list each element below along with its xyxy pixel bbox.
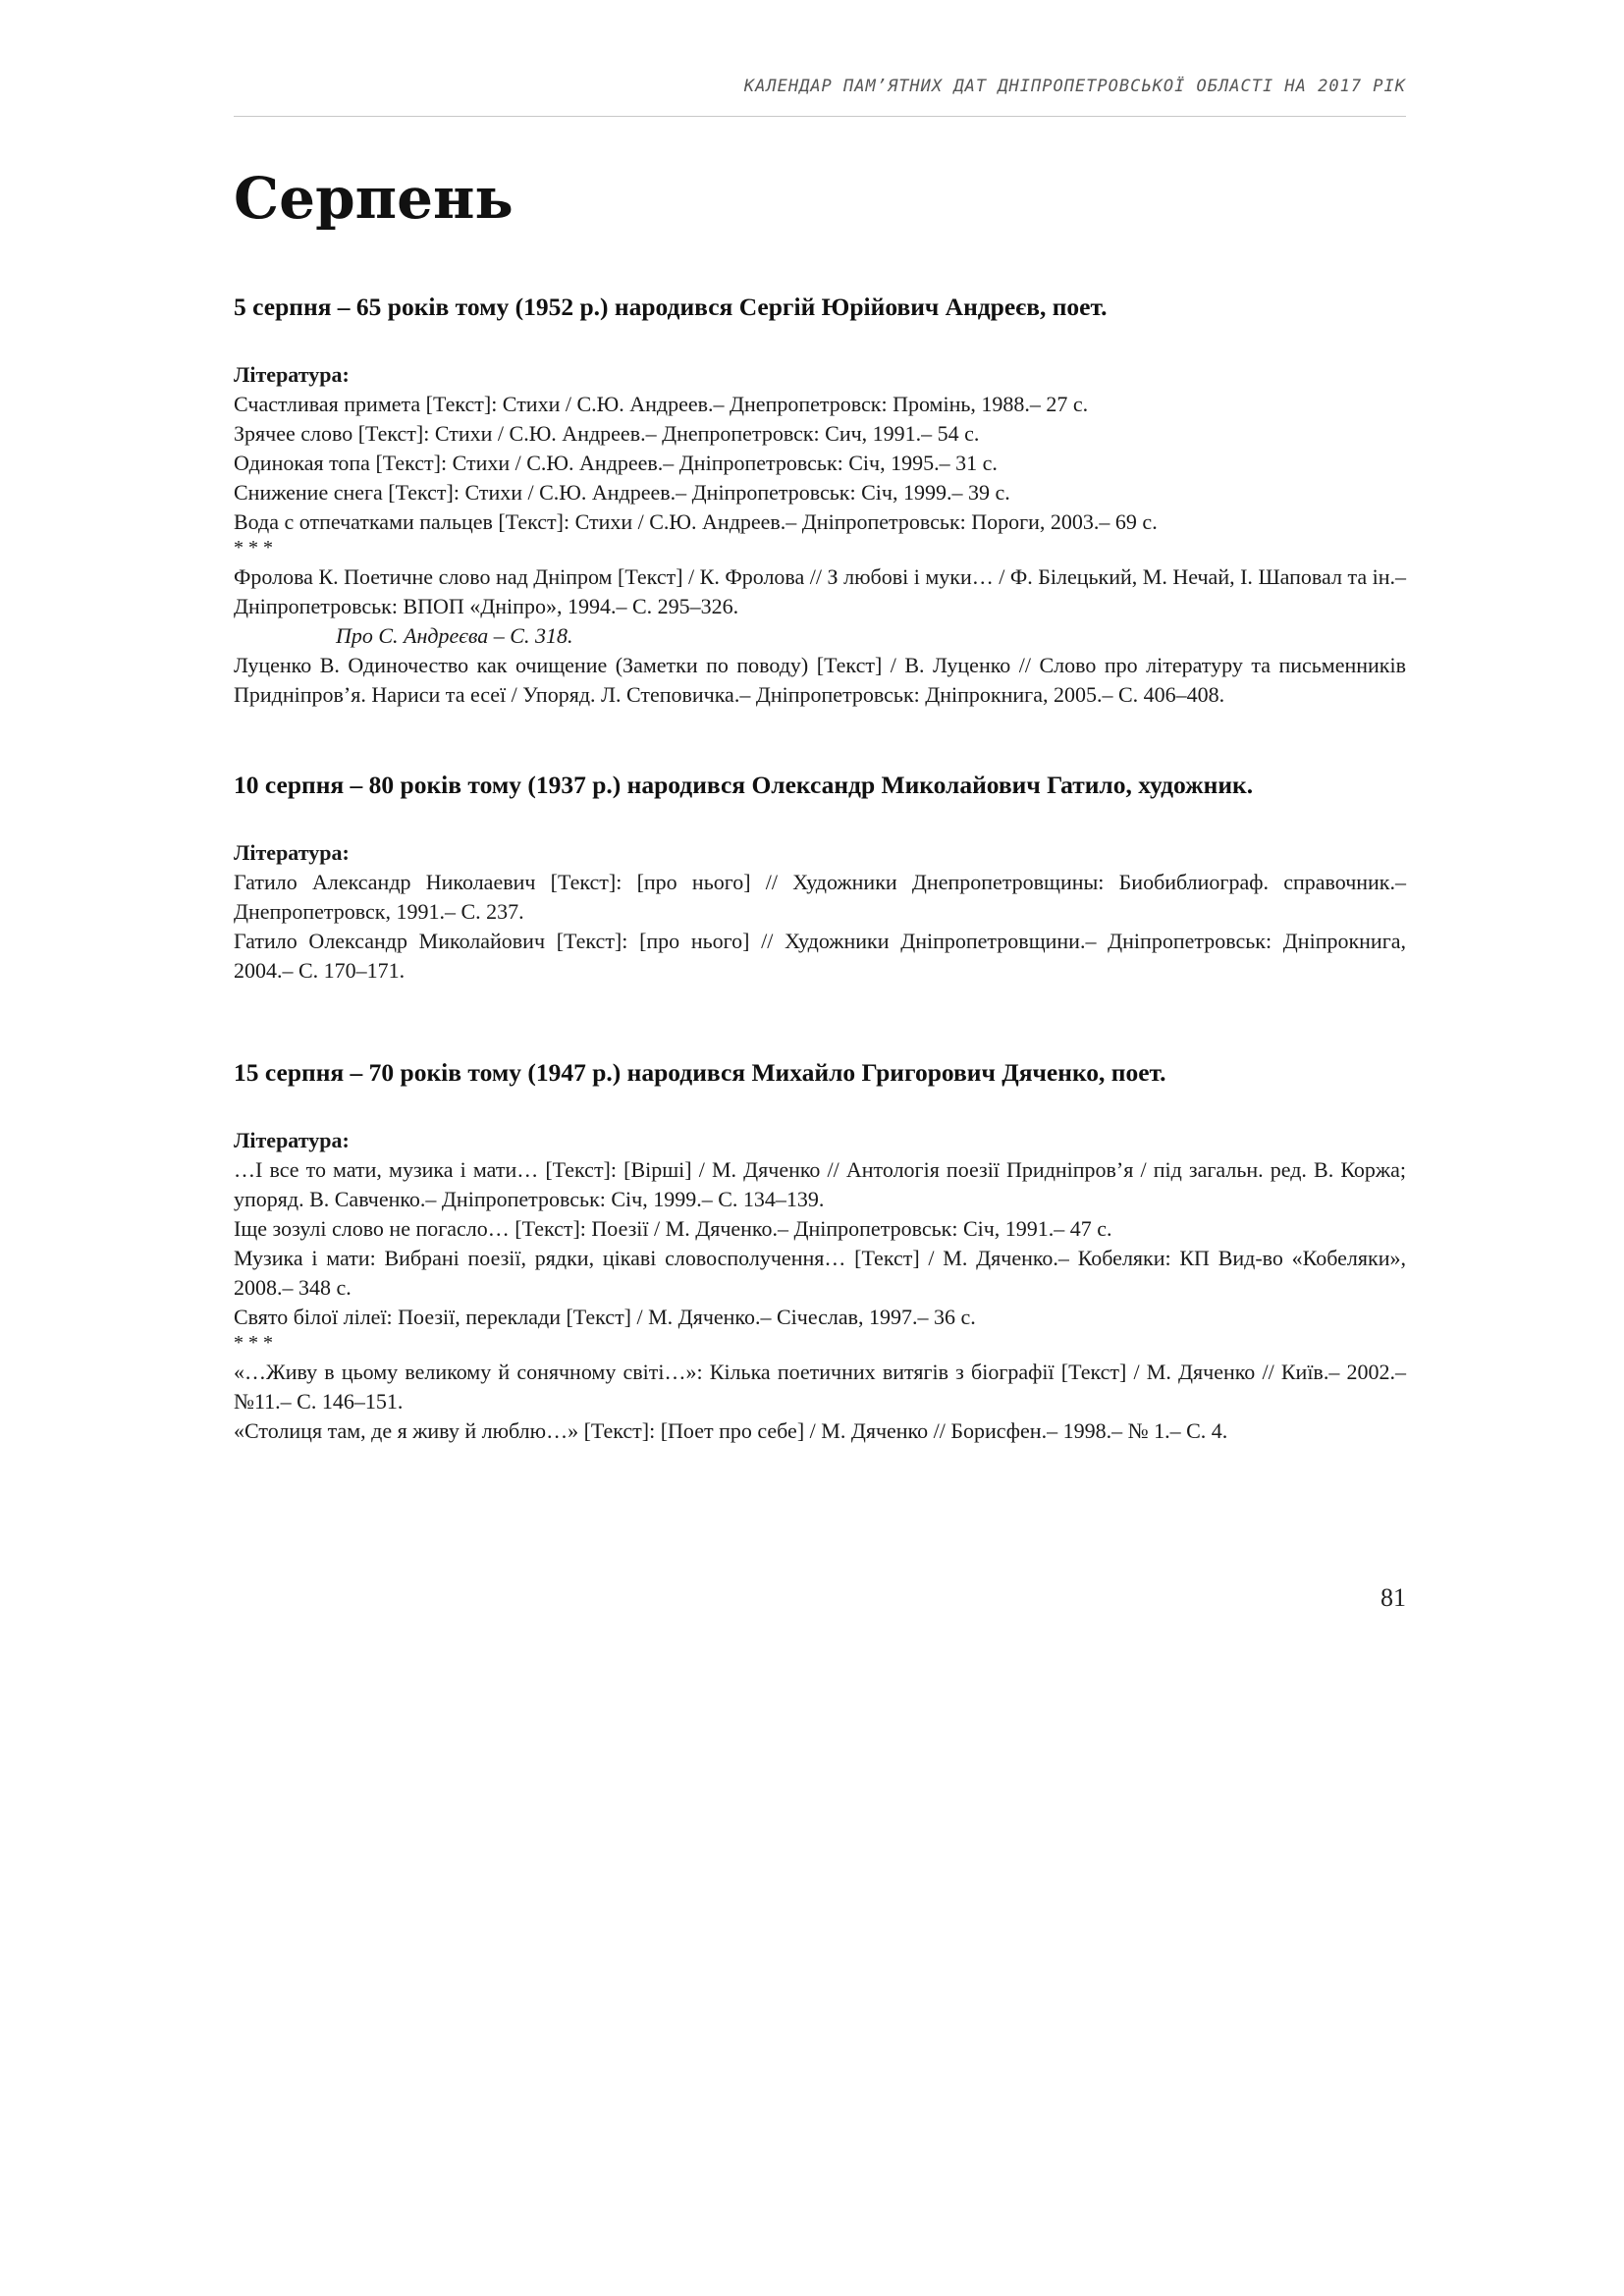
bibliography-entry: Вода с отпечатками пальцев [Текст]: Стихи / С.Ю. Андреев.– Дніпропетровськ: Пороги, 2003.– 69 с. [234, 508, 1158, 534]
event-heading: 15 серпня – 70 років тому (1947 р.) народився Михайло Григорович Дяченко, поет. [234, 1057, 1166, 1087]
bibliography-entry: Снижение снега [Текст]: Стихи / С.Ю. Андреев.– Дніпропетровськ: Січ, 1999.– 39 с. [234, 479, 1010, 505]
bibliography-entry: «…Живу в цьому великому й сонячному світі…»: Кілька поетичних витягів з біографії [Текст] / М. Дяченко // Київ.– 2002.– №11.– С. 146–151. [234, 1360, 1406, 1415]
bibliography-entry: Счастливая примета [Текст]: Стихи / С.Ю. Андреев.– Днепропетровск: Промінь, 1988.– 27 с. [234, 391, 1089, 416]
event-andreev [234, 291, 1406, 710]
header-rule [234, 116, 1406, 117]
bibliography-entry: …І все то мати, музика і мати… [Текст]: [Вірші] / М. Дяченко // Антологія поезії Придніпров’я / під загальн. ред. В. Коржа; упоряд. В. Савченко.– Дніпропетровськ: Січ, 1999.– С. 134–139. [234, 1157, 1406, 1212]
event-heading: 10 серпня – 80 років тому (1937 р.) народився Олександр Миколайович Гатило, художник. [234, 770, 1254, 799]
section-separator: * * * [234, 1332, 273, 1355]
bibliography-entry: Гатило Александр Николаевич [Текст]: [про нього] // Художники Днепропетровщины: Биобиблиограф. справочник.– Днепропетровск, 1991.– С. 237. [234, 869, 1406, 924]
bibliography-entry: Зрячее слово [Текст]: Стихи / С.Ю. Андреев.– Днепропетровск: Сич, 1991.– 54 с. [234, 420, 980, 446]
bibliography-entry: «Столиця там, де я живу й люблю…» [Текст]: [Поет про себе] / М. Дяченко // Борисфен.– 1998.– № 1.– С. 4. [234, 1418, 1228, 1444]
literature-label: Література: [234, 839, 350, 865]
page-number: 81 [1380, 1583, 1406, 1612]
bibliography-entry: Луценко В. Одиночество как очищение (Заметки по поводу) [Текст] / В. Луценко // Слово про літературу та письменників Придніпров’я. Нариси та есеї / Упоряд. Л. Степовичка.– Дніпропетровськ: Дніпрокнига, 2005.– С. 406–408. [234, 652, 1406, 707]
event-gatylo [234, 769, 1406, 986]
bibliography-entry: Одинокая топа [Текст]: Стихи / С.Ю. Андреев.– Дніпропетровськ: Січ, 1995.– 31 с. [234, 450, 998, 475]
literature-label: Література: [234, 361, 350, 387]
bibliography-entry: Гатило Олександр Миколайович [Текст]: [про нього] // Художники Дніпропетровщини.– Дніпропетровськ: Дніпрокнига, 2004.– С. 170–171. [234, 928, 1406, 983]
literature-label: Література: [234, 1128, 350, 1153]
month-title: Серпень [234, 165, 514, 232]
page-content [234, 165, 1406, 1446]
section-separator: * * * [234, 536, 273, 559]
annotation-note: Про С. Андреєва – С. 318. [336, 622, 573, 648]
event-diachenko [234, 1056, 1406, 1446]
bibliography-entry: Музика і мати: Вибрані поезії, рядки, цікаві словосполучення… [Текст] / М. Дяченко.– Кобеляки: КП Вид-во «Кобеляки», 2008.– 348 с. [234, 1246, 1406, 1301]
running-header: КАЛЕНДАР ПАМ’ЯТНИХ ДАТ ДНІПРОПЕТРОВСЬКОЇ ОБЛАСТІ НА 2017 РІК [743, 77, 1406, 96]
bibliography-entry: Фролова К. Поетичне слово над Дніпром [Текст] / К. Фролова // З любові і муки… / Ф. Білецький, М. Нечай, І. Шаповал та ін.– Дніпропетровськ: ВПОП «Дніпро», 1994.– С. 295–326. [234, 563, 1406, 618]
bibliography-entry: Свято білої лілеї: Поезії, переклади [Текст] / М. Дяченко.– Січеслав, 1997.– 36 с. [234, 1305, 976, 1330]
event-heading: 5 серпня – 65 років тому (1952 р.) народився Сергій Юрійович Андреєв, поет. [234, 292, 1108, 321]
bibliography-entry: Іще зозулі слово не погасло… [Текст]: Поезії / М. Дяченко.– Дніпропетровськ: Січ, 1991.– 47 с. [234, 1216, 1112, 1242]
